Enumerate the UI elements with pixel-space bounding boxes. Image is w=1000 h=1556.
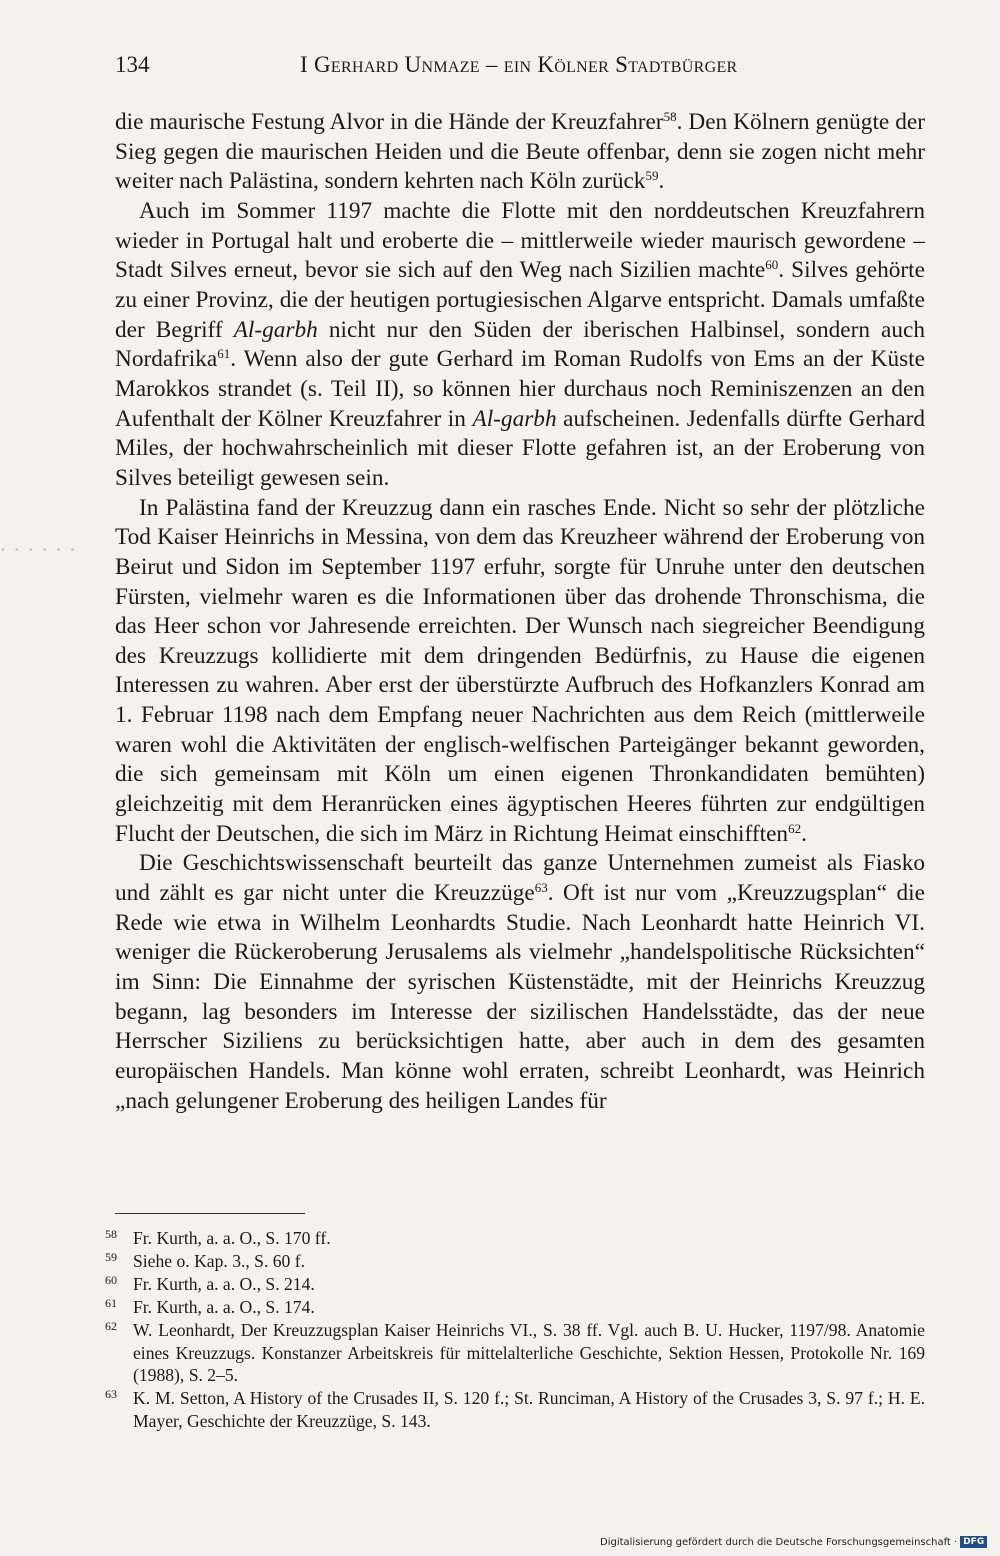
paragraph: In Palästina fand der Kreuzzug dann ein rasches Ende. Nicht so sehr der plötzliche Tod Kaiser Heinrichs in Messina, von dem das Kreuzheer während der Eroberung von Beirut und Sidon im September 1197 erfuhr, sorgte für Unruhe unter den deutschen Fürsten, vielmehr waren es die Informationen über das drohende Thronschisma, die das Heer schon vor Jahresende erreichten. Der Wunsch nach siegreicher Beendigung des Kreuzzugs kollidierte mit dem dringenden Bedürfnis, zu Hause die eigenen Interessen zu wahren. Aber erst der überstürzte Aufbruch des Hofkanzlers Konrad am 1. Februar 1198 nach dem Empfang neuer Nachrichten aus dem Reich (mittlerweile waren wohl die Aktivitäten der englisch-welfischen Parteigänger bekannt geworden, die sich gemeinsam mit Köln um einen eigenen Thronkandidaten bemühten) gleichzeitig mit dem Heranrücken eines ägyptischen Heeres führten zur endgültigen Flucht der Deutschen, die sich im März in Richtung Heimat einschifften$^{62}$. bbox=[115, 494, 925, 847]
scan-artifact-dots: •••••• bbox=[0, 545, 84, 556]
paragraph: Die Geschichtswissenschaft beurteilt das ganze Unternehmen zumeist als Fiasko und zählt es gar nicht unter die Kreuzzüge$^{63}$. Oft ist nur vom „Kreuzzugsplan“ die Rede wie etwa in Wilhelm Leonhardts Studie. Nach Leonhardt hatte Heinrich VI. weniger die Rückeroberung Jerusalems als vielmehr „handelspolitische Rücksichten“ im Sinn: Die Einnahme der syrischen Küstenstädte, mit der Heinrichs Kreuzzug begann, lag besonders im Interesse der sizilischen Handelsstädte, das der neue Herrscher Siziliens zu berücksichtigen hatte, aber auch in dem des gesamten europäischen Handels. Man könne wohl erraten, schreibt Leonhardt, was Heinrich „nach gelungener Eroberung des heiligen Landes für bbox=[115, 850, 925, 1114]
page-number: 134 bbox=[115, 52, 150, 77]
footnote-number: 59 bbox=[105, 1249, 117, 1264]
footnote-text: W. Leonhardt, Der Kreuzzugsplan Kaiser Heinrichs VI., S. 38 ff. Vgl. auch B. U. Hucker, 1197/98. Anatomie eines Kreuzzugs. Konstanzer Arbeitskreis für mittelalterliche Geschichte, Sektion Hessen, Protokolle Nr. 169 (1988), S. 2–5. bbox=[133, 1319, 925, 1386]
footnote-number: 62 bbox=[105, 1318, 117, 1333]
footnote-text: Fr. Kurth, a. a. O., S. 214. bbox=[133, 1273, 315, 1294]
footnote-ref[interactable]: 61 bbox=[217, 346, 231, 362]
footnote-text: Fr. Kurth, a. a. O., S. 174. bbox=[133, 1296, 315, 1317]
footnote bbox=[105, 1296, 925, 1319]
footnote-text: Siehe o. Kap. 3., S. 60 f. bbox=[133, 1250, 306, 1271]
dfg-logo: DFG bbox=[960, 1536, 987, 1548]
footnote-text: K. M. Setton, A History of the Crusades II, S. 120 f.; St. Runciman, A History of the Crusades 3, S. 97 f.; H. E. Mayer, Geschichte der Kreuzzüge, S. 143. bbox=[133, 1388, 925, 1432]
footnotes bbox=[105, 1227, 925, 1433]
footnote bbox=[105, 1319, 925, 1388]
footnote-number: 58 bbox=[105, 1227, 117, 1241]
paragraph: die maurische Festung Alvor in die Hände der Kreuzfahrer$^{58}$. Den Kölnern genügte der Sieg gegen die maurischen Heiden und die Beute offenbar, denn sie zogen nicht mehr weiter nach Palästina, sondern kehrten nach Köln zurück$^{59}$. bbox=[115, 109, 925, 195]
footnote-text: Fr. Kurth, a. a. O., S. 170 ff. bbox=[133, 1228, 331, 1248]
footnote-ref[interactable]: 62 bbox=[788, 820, 802, 836]
footnote bbox=[105, 1227, 925, 1250]
footnote bbox=[105, 1273, 925, 1296]
footnote-ref[interactable]: 59 bbox=[645, 168, 659, 184]
paragraph: Auch im Sommer 1197 machte die Flotte mit den norddeutschen Kreuzfahrern wieder in Portugal halt und eroberte die – mittlerweile wieder maurisch gewordene – Stadt Silves erneut, bevor sie sich auf den Weg nach Sizilien machte$^{60}$. Silves gehörte zu einer Provinz, die der heutigen portugiesischen Algarve entspricht. Damals umfaßte der Begriff Al-garbh nicht nur den Süden der iberischen Halbinsel, sondern auch Nordafrika$^{61}$. Wenn also der gute Gerhard im Roman Rudolfs von Ems an der Küste Marokkos strandet (s. Teil II), so können hier durchaus noch Reminiszenzen an den Aufenthalt der Kölner Kreuzfahrer in Al-garbh aufscheinen. Jedenfalls dürfte Gerhard Miles, der hochwahrscheinlich mit dieser Flotte gefahren ist, an der Eroberung von Silves beteiligt gewesen sein. bbox=[115, 197, 926, 491]
body-text bbox=[115, 108, 925, 1116]
footnote bbox=[105, 1250, 925, 1273]
footnote-divider bbox=[115, 1213, 305, 1214]
footnote bbox=[105, 1387, 925, 1433]
italic-term: Al-garbh bbox=[233, 316, 318, 343]
footnote-ref[interactable]: 60 bbox=[765, 257, 779, 273]
footnote-ref[interactable]: 58 bbox=[663, 109, 677, 124]
footnote-number: 60 bbox=[105, 1272, 117, 1287]
footnote-ref[interactable]: 63 bbox=[534, 880, 548, 896]
credit-text: Digitalisierung gefördert durch die Deutsche Forschungsgemeinschaft · bbox=[600, 1537, 958, 1548]
running-head: I Gerhard Unmaze – ein Kölner Stadtbürger bbox=[300, 52, 738, 77]
footnote-number: 61 bbox=[105, 1295, 117, 1310]
italic-term: Al-garbh bbox=[472, 405, 557, 432]
footnote-number: 63 bbox=[105, 1387, 117, 1402]
digitization-credit bbox=[600, 1536, 995, 1548]
